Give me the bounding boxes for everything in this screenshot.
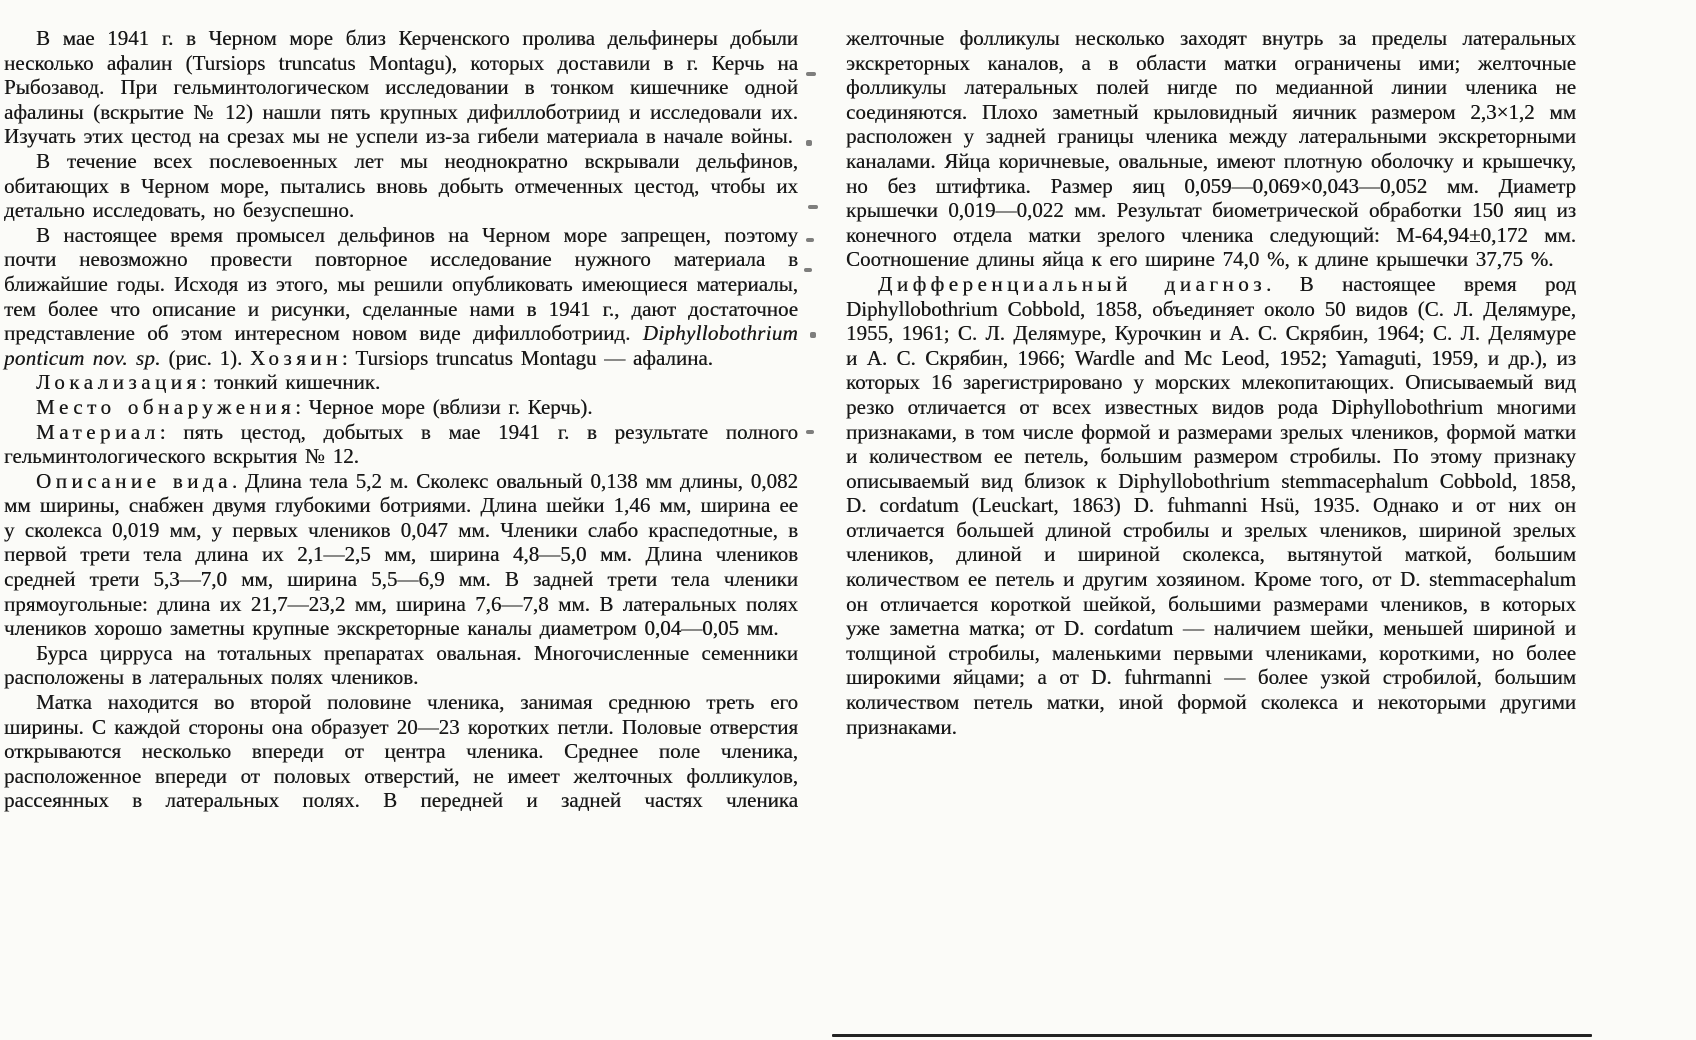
description-label: Описание вида: [36, 468, 232, 493]
bleedthrough-mark: [806, 72, 816, 76]
bleedthrough-mark: [806, 140, 812, 146]
para-cirrus-bursa-text: Бурса цирруса на тотальных препаратах овальная. Многочисленные семенники расположены в латеральных полях члеников.: [4, 640, 798, 690]
scan-edge-artifact: [832, 1034, 1592, 1037]
host-label: Хозяин: [250, 345, 342, 370]
para-discovery-site: [4, 395, 798, 420]
para-localization: [4, 370, 798, 395]
discovery-site-value: : Черное море (вблизи г. Керчь).: [295, 394, 593, 419]
material-value: : пять цестод, добытых в мае 1941 г. в результате полного гельминтологического вскрытия № 12.: [4, 419, 798, 469]
para-collection-history-text: В мае 1941 г. в Черном море близ Керченского пролива дельфинеры добыли несколько афалин (Tursiops truncatus Montagu), которых доставили в г. Керчь на Рыбозавод. При гельминтологическом исследовании в тонком кишечнике одной афалины (вскрытие № 12) нашли пять крупных дифиллоботриид и исследовали их. Изучать этих цестод на срезах мы не успели из-за гибели материала в начале войны.: [4, 26, 798, 149]
bleedthrough-mark: [804, 268, 812, 272]
para-postwar-attempts-text: В течение всех послевоенных лет мы неоднократно вскрывали дельфинов, обитающих в Черном море, пытались вновь добыть отмеченных цестод, чтобы их детально исследовать, но безуспешно.: [4, 148, 798, 223]
discovery-site-label: Место обнаружения: [36, 394, 296, 419]
description-value: . Длина тела 5,2 м. Сколекс овальный 0,138 мм длины, 0,082 мм ширины, снабжен двумя глубокими ботриями. Длина шейки 1,46 мм, ширина ее у сколекса 0,019 мм, у первых члеников 0,047 мм. Членики слабо краспедотные, в первой трети тела длина их 2,1—2,5 мм, ширина 4,8—5,0 мм. Длина члеников средней трети 5,3—7,0 мм, ширина 5,5—6,9 мм. В задней трети тела членики прямоугольные: длина их 21,7—23,2 мм, ширина 7,6—7,8 мм. В латеральных полях члеников хорошо заметны крупные экскреторные каналы диаметром 0,04—0,05 мм.: [4, 468, 798, 641]
bleedthrough-mark: [808, 205, 818, 209]
para-material: [4, 420, 798, 469]
localization-value: : тонкий кишечник.: [200, 370, 381, 395]
differential-diagnosis-value: . В настоящее время род Diphyllobothrium Cobbold, 1858, объединяет около 50 видов (С. Л. Делямуре, 1955, 1961; С. Л. Делямуре, Курочкин и А. С. Скрябин, 1964; С. Л. Делямуре и А. С. Скрябин, 1966; Wardle and Mc Leod, 1952; Yamaguti, 1959, и др.), из которых 16 зарегистрировано у морских млекопитающих. Описываемый вид резко отличается от всех известных видов рода Diphyllobothrium многими признаками, в том числе формой и размерами зрелых члеников, формой матки и количеством ее петель, большим размером стробилы. По этому признаку описываемый вид близок к Diphyllobothrium stemmacephalum Cobbold, 1858, D. cordatum (Leuckart, 1863) D. fuhmanni Hsü, 1935. Однако и от них он отличается большей длиной стробилы и зрелых члеников, шириной зрелых члеников, длиной и шириной сколекса, вытянутой маткой, большим количеством ее петель и другим хозяином. Кроме того, от D. stemmacephalum он отличается короткой шейкой, большими размерами члеников, в которых уже заметна матка; от D. cordatum — наличием шейки, меньшей шириной и толщиной стробилы, маленькими первыми члениками, короткими, но более широкими яйцами; а от D. fuhrmanni — более узкой стробилой, большим количеством петель матки, иной формой сколекса и некоторыми другими признаками.: [846, 271, 1576, 739]
bleedthrough-mark: [810, 332, 816, 338]
para-uterus-text: Матка находится во второй половине членика, занимая среднюю треть его ширины. С каждой стороны она образует 20—23 коротких петли. Половые отверстия открываются несколько впереди от центра членика. Среднее поле членика, расположенное впереди от половых отверстий, не имеет желточных фолликулов, рассеянных в латеральных полях. В передней и задней частях членика: [4, 690, 798, 813]
para-vitelline-follicles: [846, 26, 1576, 272]
figure-reference: (рис. 1).: [160, 345, 250, 370]
para-vitelline-follicles-text: желточные фолликулы несколько заходят внутрь за пределы латеральных экскреторных каналов, а в области матки ограничены ими; желточные фолликулы латеральных полей нигде по медианной линии членика не соединяются. Плохо заметный крыловидный яичник размером 2,3×1,2 мм расположен у задней границы членика между латеральными экскреторными каналами. Яйца коричневые, овальные, имеют плотную оболочку и крышечку, но без штифтика. Размер яиц 0,059—0,069×0,043—0,052 мм. Диаметр крышечки 0,019—0,022 мм. Результат биометрической обработки 150 яиц из конечного отдела матки зрелого членика следующий: М-64,94±0,172 мм. Соотношение длины яйца к его ширине 74,0 %, к длине крышечки 37,75 %.: [846, 26, 1576, 272]
para-publication-rationale: [4, 223, 798, 371]
para-species-description: [4, 469, 798, 641]
para-cirrus-bursa: [4, 641, 798, 690]
bleedthrough-mark: [806, 430, 814, 434]
left-column: [4, 26, 798, 813]
localization-label: Локализация: [36, 370, 201, 395]
differential-diagnosis-label: Дифференциальный диагноз: [878, 271, 1266, 296]
para-differential-diagnosis: [846, 272, 1576, 739]
right-column: [846, 26, 1576, 739]
species-name-italic: Diphyllobothrium ponticum nov. sp.: [4, 321, 798, 370]
para-postwar-attempts: [4, 149, 798, 223]
host-value: : Tursiops truncatus Montagu — афалина.: [341, 345, 713, 370]
material-label: Материал: [36, 419, 160, 444]
para-publication-text: В настоящее время промысел дельфинов на Черном море запрещен, поэтому почти невозможно провести повторное исследование нужного материала в ближайшие годы. Исходя из этого, мы решили опубликовать имеющиеся материалы, тем более что описание и рисунки, сделанные нами в 1941 г., дают достаточное представление об этом интересном новом виде дифиллоботриид.: [4, 222, 798, 346]
para-collection-history: [4, 26, 798, 149]
para-uterus: [4, 690, 798, 813]
bleedthrough-mark: [806, 238, 814, 242]
